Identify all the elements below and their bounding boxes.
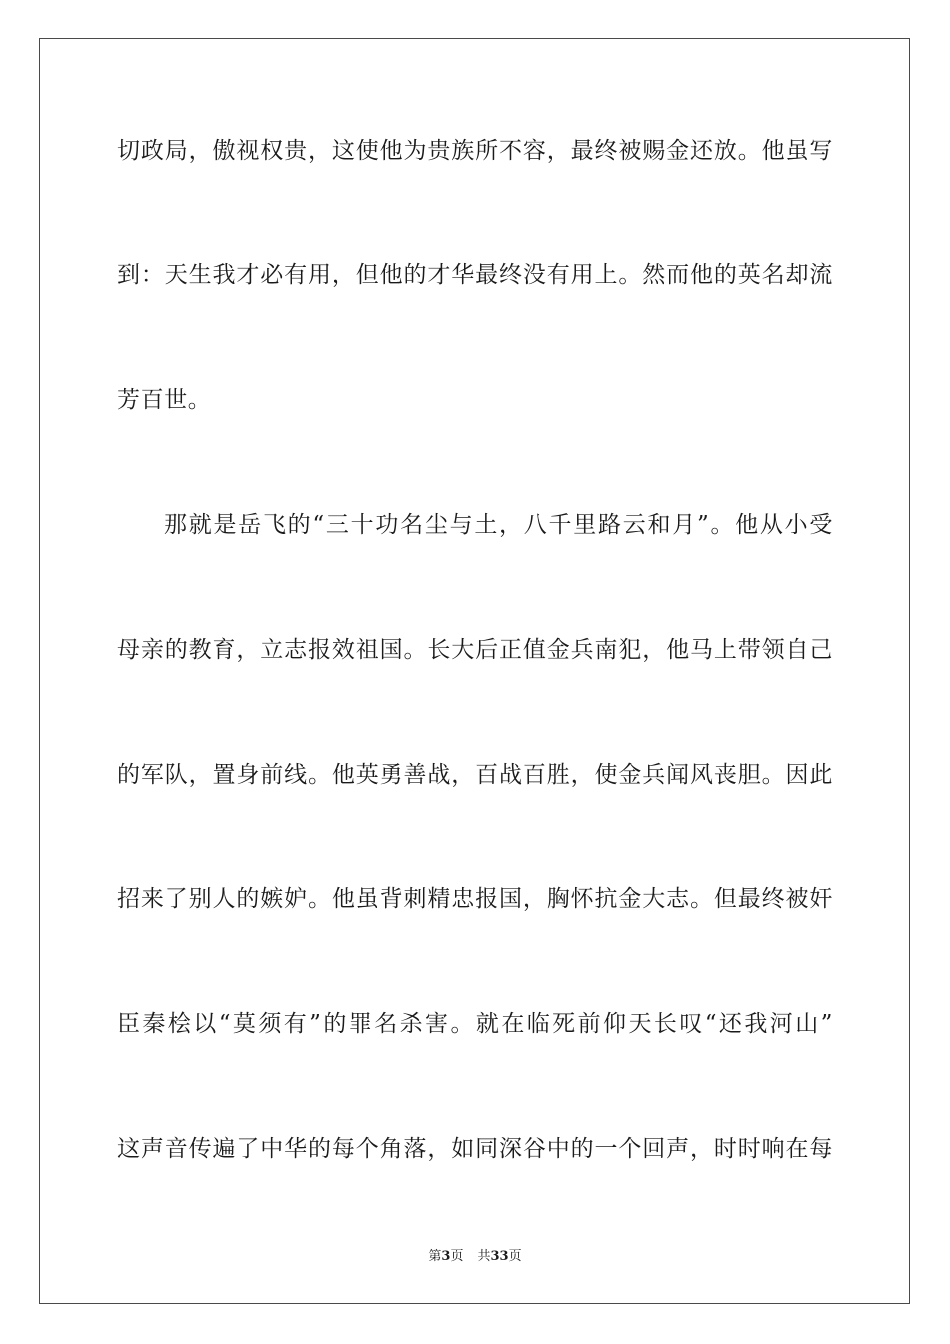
text-line-3: 芳百世。 <box>117 387 212 413</box>
text-line-5: 母亲的教育，立志报效祖国。长大后正值金兵南犯，他马上带领自己 <box>117 637 833 663</box>
text-line-2: 到：天生我才必有用，但他的才华最终没有用上。然而他的英名却流 <box>117 262 833 288</box>
text-line-9: 这声音传遍了中华的每个角落，如同深谷中的一个回声，时时响在每 <box>117 1136 833 1162</box>
page-prefix: 第 <box>428 1249 442 1264</box>
page-total-number: 33 <box>490 1249 509 1264</box>
page-footer <box>0 1248 950 1266</box>
page-border <box>39 38 910 1304</box>
text-line-4-paragraph-start: 那就是岳飞的“三十功名尘与土，八千里路云和月”。他从小受 <box>164 512 833 538</box>
text-line-8: 臣秦桧以“莫须有”的罪名杀害。就在临死前仰天长叹“还我河山” <box>117 1011 833 1037</box>
page-suffix: 页 <box>450 1249 464 1264</box>
text-line-7: 招来了别人的嫉妒。他虽背刺精忠报国，胸怀抗金大志。但最终被奸 <box>117 886 833 912</box>
page-current-number: 3 <box>441 1249 451 1264</box>
total-prefix: 共 <box>477 1249 491 1264</box>
text-line-1: 切政局，傲视权贵，这使他为贵族所不容，最终被赐金还放。他虽写 <box>117 138 833 164</box>
text-line-6: 的军队，置身前线。他英勇善战，百战百胜，使金兵闻风丧胆。因此 <box>117 762 833 788</box>
total-suffix: 页 <box>508 1249 522 1264</box>
